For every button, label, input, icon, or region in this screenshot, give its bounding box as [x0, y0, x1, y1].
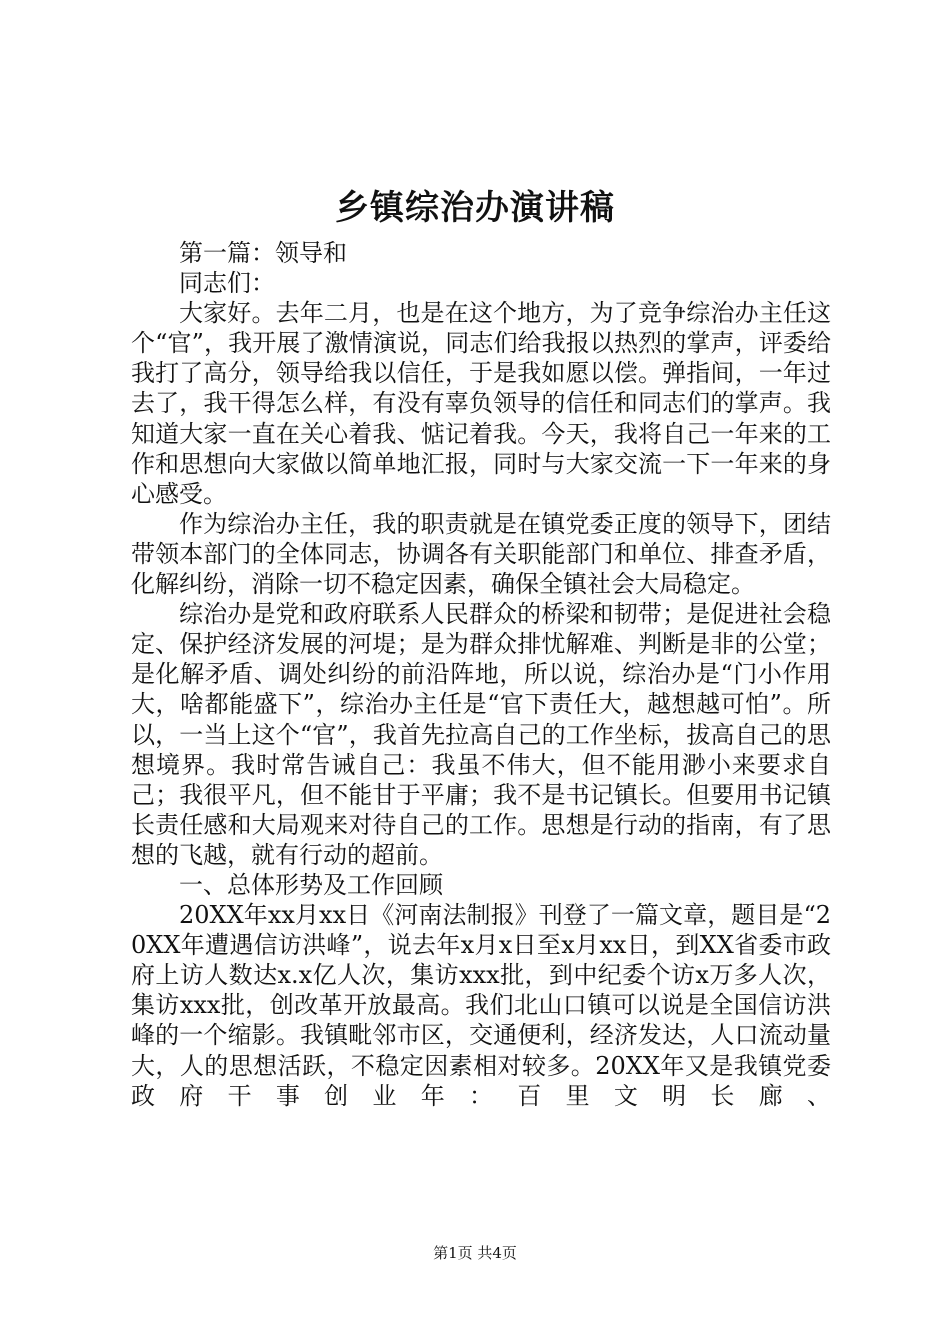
body-paragraph: 作为综治办主任，我的职责就是在镇党委正度的领导下，团结带领本部门的全体同志，协调各有关职能部门和单位、排查矛盾，化解纠纷，消除一切不稳定因素，确保全镇社会大局稳定。 — [131, 509, 831, 599]
document-body — [131, 238, 831, 1111]
document-title: 乡镇综治办演讲稿 — [335, 188, 615, 228]
body-paragraph: 大家好。去年二月，也是在这个地方，为了竞争综治办主任这个“官”，我开展了激情演说，同志们给我报以热烈的掌声，评委给我打了高分，领导给我以信任，于是我如愿以偿。弹指间，一年过去了，我干得怎么样，有没有辜负领导的信任和同志们的掌声。我知道大家一直在关心着我、惦记着我。今天，我将自己一年来的工作和思想向大家做以简单地汇报，同时与大家交流一下一年来的身心感受。 — [131, 299, 831, 508]
salutation: 同志们： — [179, 269, 275, 298]
section-heading: 一、总体形势及工作回顾 — [179, 870, 443, 899]
body-paragraph: 综治办是党和政府联系人民群众的桥梁和韧带；是促进社会稳定、保护经济发展的河堤；是为群众排忧解难、判断是非的公堂；是化解矛盾、调处纠纷的前沿阵地，所以说，综治办是“门小作用大，啥都能盛下”，综治办主任是“官下责任大，越想越可怕”。所以，一当上这个“官”，我首先拉高自己的工作坐标，拔高自己的思想境界。我时常告诫自己：我虽不伟大，但不能用渺小来要求自己；我很平凡，但不能甘于平庸；我不是书记镇长。但要用书记镇长责任感和大局观来对待自己的工作。思想是行动的指南，有了思想的飞越，就有行动的超前。 — [131, 600, 831, 869]
section-heading: 第一篇：领导和 — [179, 239, 347, 267]
body-paragraph: 20XX年xx月xx日《河南法制报》刊登了一篇文章，题目是“20XX年遭遇信访洪峰”，说去年x月x日至x月xx日，到XX省委市政府上访人数达x.x亿人次，集访xxx批，到中纪委个访x万多人次，集访xxx批，创改革开放最高。我们北山口镇可以说是全国信访洪峰的一个缩影。我镇毗邻市区，交通便利，经济发达，人口流动量大，人的思想活跃，不稳定因素相对较多。20XX年又是我镇党委政府干事创业年：百里文明长廊、 — [131, 901, 831, 1110]
page-footer: 第1页 共4页 — [433, 1244, 517, 1262]
